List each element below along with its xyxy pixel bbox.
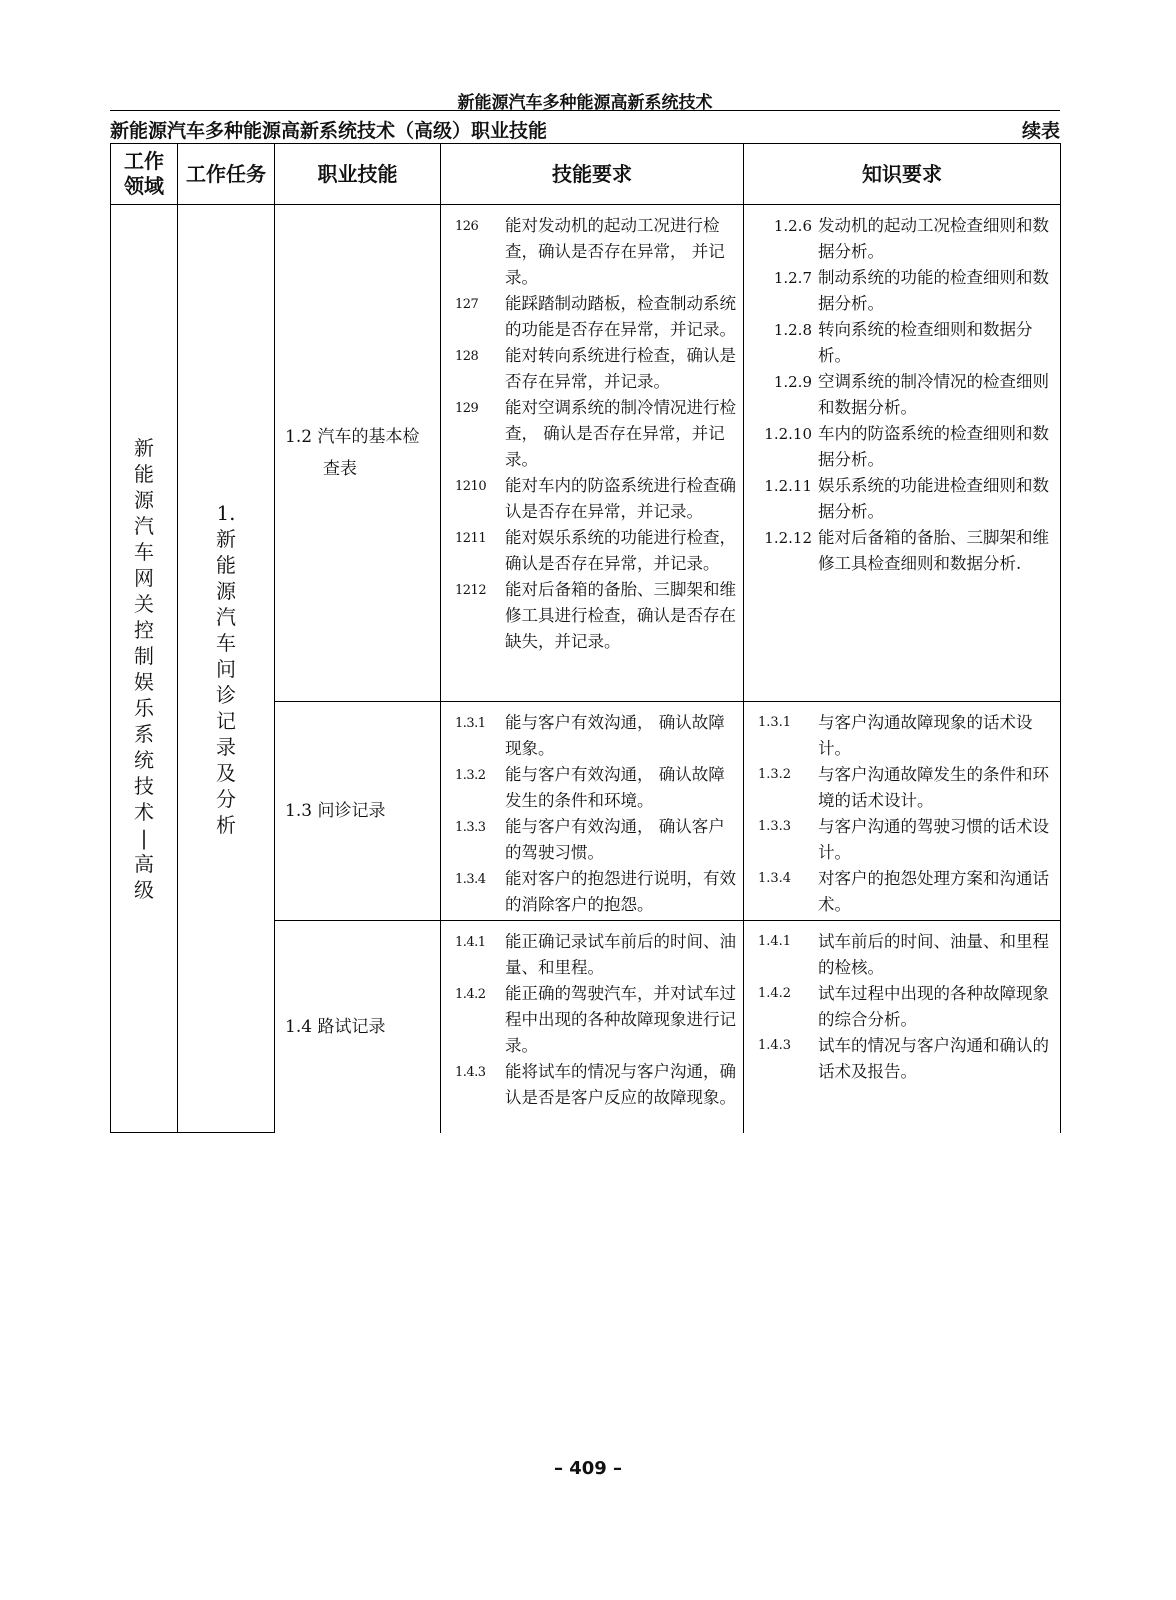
item-number: 1.2.7 (773, 269, 812, 287)
col-header-domain (111, 144, 178, 205)
vertical-char: 控 (134, 617, 154, 642)
knowledge-req-item (758, 213, 1054, 265)
item-number: 1.4.2 (758, 986, 792, 1001)
item-text: 空调系统的制冷情况的检查细则和数据分析。 (818, 372, 1049, 417)
knowledge-req-cell (744, 702, 1061, 921)
item-text: 与客户沟通故障现象的话术设计。 (818, 713, 1033, 758)
item-number: 1.4.1 (455, 935, 486, 950)
knowledge-req-cell (744, 205, 1061, 702)
item-text: 能对空调系统的制冷情况进行检查， 确认是否存在异常，并记录。 (505, 398, 736, 469)
item-number: 1210 (455, 479, 487, 494)
item-number: 128 (455, 349, 479, 364)
item-text: 能与客户有效沟通， 确认故障发生的条件和环境。 (505, 765, 725, 810)
work-task-cell (178, 205, 275, 1133)
vertical-char: 诊 (216, 682, 236, 707)
vertical-char: 车 (216, 630, 236, 655)
vertical-char: 技 (134, 773, 154, 798)
skill-req-item (455, 814, 737, 866)
item-number: 129 (455, 401, 479, 416)
skill-name-line: 查表 (323, 459, 357, 479)
section-row-1-2 (111, 205, 1061, 702)
vertical-char: 级 (134, 877, 154, 902)
vertical-char: 1. (216, 500, 236, 525)
item-text: 发动机的起动工况检查细则和数据分析。 (818, 216, 1049, 261)
table-title: 新能源汽车多种能源高新系统技术（高级）职业技能 (110, 120, 548, 142)
item-text: 能对后备箱的备胎、三脚架和维修工具检查细则和数据分析. (818, 528, 1049, 573)
col-header-knowledge-req: 知识要求 (744, 144, 1061, 205)
page-number: – 409 – (553, 1458, 623, 1479)
col-header-skill: 职业技能 (275, 144, 441, 205)
item-number: 1.2.12 (764, 529, 812, 547)
skill-req-item (455, 981, 737, 1059)
skill-name-cell (275, 702, 441, 921)
item-text: 试车过程中出现的各种故障现象的综合分析。 (818, 984, 1049, 1029)
item-text: 能踩踏制动踏板，检查制动系统的功能是否存在异常，并记录。 (505, 294, 736, 339)
vertical-char: 乐 (134, 695, 154, 720)
item-text: 能对客户的抱怨进行说明，有效的消除客户的抱怨。 (505, 869, 736, 914)
col-header-task: 工作任务 (178, 144, 275, 205)
item-number: 1.3.4 (758, 871, 792, 886)
item-text: 对客户的抱怨处理方案和沟通话术。 (818, 869, 1049, 914)
vertical-char: 析 (216, 812, 236, 837)
skill-req-item (455, 929, 737, 981)
skill-req-item (455, 291, 737, 343)
vertical-char: 能 (134, 461, 154, 486)
item-number: 1.2.9 (773, 373, 812, 391)
knowledge-req-item (758, 265, 1054, 317)
vertical-char: 源 (134, 487, 154, 512)
knowledge-req-item (758, 981, 1054, 1033)
item-number: 1.4.3 (758, 1038, 792, 1053)
vertical-char: 汽 (216, 604, 236, 629)
knowledge-req-item (758, 762, 1054, 814)
knowledge-req-item (758, 929, 1054, 981)
knowledge-req-item (758, 866, 1054, 918)
page-header: 新能源汽车多种能源高新系统技术 (457, 93, 713, 113)
vertical-char: 能 (216, 552, 236, 577)
skill-req-item (455, 395, 737, 473)
knowledge-req-item (758, 1033, 1054, 1085)
item-number: 126 (455, 219, 479, 234)
skill-name-line: 1.2 汽车的基本检 (285, 426, 420, 447)
item-number: 127 (455, 297, 479, 312)
item-text: 与客户沟通故障发生的条件和环境的话术设计。 (818, 765, 1049, 810)
item-text: 能对后备箱的备胎、三脚架和维修工具进行检查，确认是否存在缺失，并记录。 (505, 580, 736, 651)
table-header-row (111, 144, 1061, 205)
skill-name-line: 1.3 问诊记录 (285, 800, 386, 821)
col-header-domain-line: 领域 (124, 174, 164, 198)
item-text: 试车的情况与客户沟通和确认的话术及报告。 (818, 1036, 1049, 1081)
item-text: 能与客户有效沟通， 确认故障现象。 (505, 713, 725, 758)
skill-req-item (455, 866, 737, 918)
skill-req-item (455, 710, 737, 762)
item-number: 1.4.2 (455, 987, 486, 1002)
work-domain-cell (111, 205, 178, 1133)
item-number: 1212 (455, 583, 487, 598)
vertical-char: 网 (134, 565, 154, 590)
item-text: 能对发动机的起动工况进行检查，确认是否存在异常， 并记录。 (505, 216, 725, 287)
item-number: 1.4.3 (455, 1065, 486, 1080)
table-title-bar (110, 116, 1060, 142)
knowledge-req-item (758, 710, 1054, 762)
vertical-char: 新 (216, 526, 236, 551)
vertical-char: 关 (134, 591, 154, 616)
item-text: 娱乐系统的功能进检查细则和数据分析。 (818, 476, 1049, 521)
col-header-skill-req: 技能要求 (441, 144, 744, 205)
vertical-char: 术 (134, 799, 154, 824)
item-number: 1.3.3 (758, 819, 792, 834)
item-number: 1.2.10 (764, 425, 812, 443)
item-text: 能对转向系统进行检查，确认是否存在异常，并记录。 (505, 346, 736, 391)
item-text: 与客户沟通的驾驶习惯的话术设计。 (818, 817, 1049, 862)
knowledge-req-item (758, 814, 1054, 866)
header-rule (110, 110, 1060, 111)
vertical-char: 问 (216, 656, 236, 681)
item-text: 能与客户有效沟通， 确认客户的驾驶习惯。 (505, 817, 725, 862)
item-text: 制动系统的功能的检查细则和数据分析。 (818, 268, 1049, 313)
skill-name-line: 1.4 路试记录 (285, 1016, 386, 1037)
vertical-char: 汽 (134, 513, 154, 538)
item-number: 1.2.6 (773, 217, 812, 235)
vertical-char: 录 (216, 734, 236, 759)
item-number: 1.3.1 (758, 715, 792, 730)
vertical-char: 新 (134, 435, 154, 460)
vertical-char: 制 (134, 643, 154, 668)
item-number: 1.3.2 (758, 767, 792, 782)
item-text: 能对娱乐系统的功能进行检查， 确认是否存在异常，并记录。 (505, 528, 736, 573)
item-text: 转向系统的检查细则和数据分析。 (818, 320, 1033, 365)
item-text: 能将试车的情况与客户沟通，确认是否是客户反应的故障现象。 (505, 1062, 736, 1107)
item-number: 1.3.1 (455, 716, 486, 731)
skills-table (110, 143, 1061, 1133)
item-number: 1.3.4 (455, 872, 486, 887)
item-text: 能对车内的防盗系统进行检查确认是否存在异常，并记录。 (505, 476, 736, 521)
skill-req-item (455, 473, 737, 525)
skill-req-item (455, 762, 737, 814)
skill-req-cell (441, 702, 744, 921)
skill-name-cell (275, 921, 441, 1133)
vertical-char: 分 (216, 786, 236, 811)
item-number: 1.2.8 (773, 321, 812, 339)
knowledge-req-item (758, 421, 1054, 473)
vertical-char: 高 (134, 851, 154, 876)
vertical-char: 车 (134, 539, 154, 564)
item-text: 能正确的驾驶汽车，并对试车过程中出现的各种故障现象进行记录。 (505, 984, 736, 1055)
knowledge-req-item (758, 473, 1054, 525)
skill-name-cell (275, 205, 441, 702)
knowledge-req-item (758, 317, 1054, 369)
knowledge-req-cell (744, 921, 1061, 1133)
knowledge-req-item (758, 525, 1054, 577)
item-number: 1.3.3 (455, 820, 486, 835)
skill-req-cell (441, 921, 744, 1133)
item-text: 能正确记录试车前后的时间、油量、和里程。 (505, 932, 736, 977)
vertical-char: 及 (216, 760, 236, 785)
item-text: 试车前后的时间、油量、和里程的检核。 (818, 932, 1049, 977)
vertical-char: 统 (134, 747, 154, 772)
item-number: 1211 (455, 531, 487, 546)
continued-label: 续表 (1021, 120, 1060, 142)
skill-req-item (455, 213, 737, 291)
skill-req-item (455, 577, 737, 655)
skill-req-item (455, 1059, 737, 1111)
vertical-char: | (140, 825, 148, 850)
item-text: 车内的防盗系统的检查细则和数据分析。 (818, 424, 1049, 469)
item-number: 1.4.1 (758, 934, 792, 949)
vertical-char: 源 (216, 578, 236, 603)
vertical-char: 记 (216, 708, 236, 733)
vertical-char: 娱 (134, 669, 154, 694)
skill-req-cell (441, 205, 744, 702)
knowledge-req-item (758, 369, 1054, 421)
vertical-char: 系 (134, 721, 154, 746)
col-header-domain-line: 工作 (124, 149, 164, 173)
item-number: 1.2.11 (764, 477, 812, 495)
item-number: 1.3.2 (455, 768, 486, 783)
skill-req-item (455, 343, 737, 395)
skill-req-item (455, 525, 737, 577)
